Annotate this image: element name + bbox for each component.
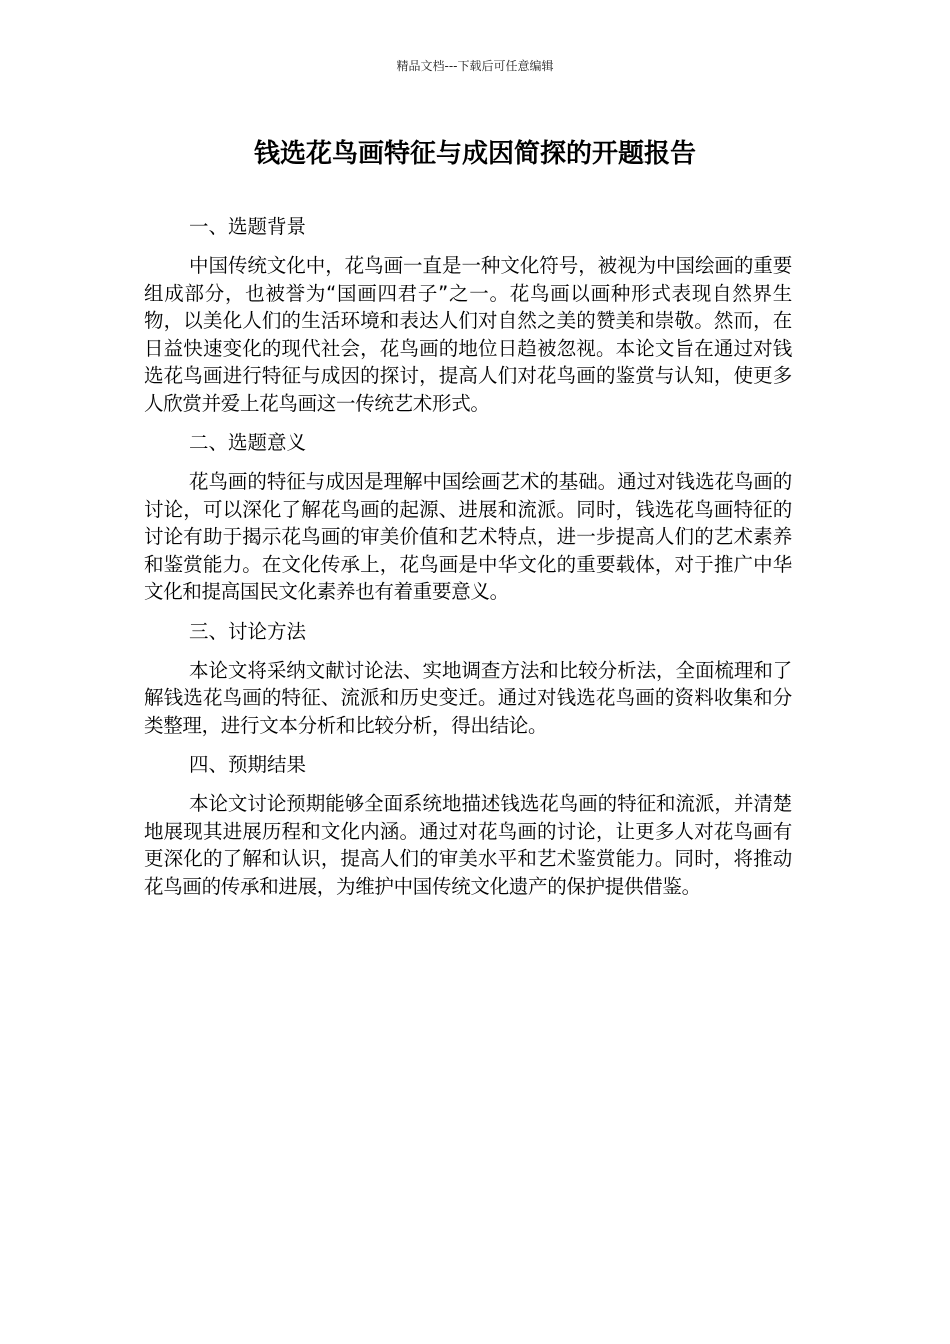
document-body <box>144 212 792 911</box>
section-heading-expected-results: 四、预期结果 <box>189 753 307 776</box>
section-heading-methods: 三、讨论方法 <box>189 619 307 643</box>
page-header-note: 精品文档---下载后可任意编辑 <box>396 59 554 73</box>
section-heading-significance: 二、选题意义 <box>189 431 307 454</box>
section-heading-background: 一、选题背景 <box>189 215 307 238</box>
section-body-background: 中国传统文化中，花鸟画一直是一种文化符号，被视为中国绘画的重要组成部分，也被誉为“国画四君子”之一。花鸟画以画种形式表现自然界生物，以美化人们的生活环境和表达人们对自然之美的赞美和崇敬。然而，在日益快速变化的现代社会，花鸟画的地位日趋被忽视。本论文旨在通过对钱选花鸟画进行特征与成因的探讨，提高人们对花鸟画的鉴赏与认知，使更多人欣赏并爱上花鸟画这一传统艺术形式。 <box>144 254 792 415</box>
section-body-methods: 本论文将采纳文献讨论法、实地调查方法和比较分析法，全面梳理和了解钱选花鸟画的特征、流派和历史变迁。通过对钱选花鸟画的资料收集和分类整理，进行文本分析和比较分析，得出结论。 <box>144 658 792 737</box>
section-body-expected-results: 本论文讨论预期能够全面系统地描述钱选花鸟画的特征和流派，并清楚地展现其进展历程和文化内涵。通过对花鸟画的讨论，让更多人对花鸟画有更深化的了解和认识，提高人们的审美水平和艺术鉴赏能力。同时，将推动花鸟画的传承和进展，为维护中国传统文化遗产的保护提供借鉴。 <box>144 792 792 898</box>
document-title: 钱选花鸟画特征与成因简探的开题报告 <box>253 139 696 169</box>
section-body-significance: 花鸟画的特征与成因是理解中国绘画艺术的基础。通过对钱选花鸟画的讨论，可以深化了解花鸟画的起源、进展和流派。同时，钱选花鸟画特征的讨论有助于揭示花鸟画的审美价值和艺术特点，进一步提高人们的艺术素养和鉴赏能力。在文化传承上，花鸟画是中华文化的重要载体，对于推广中华文化和提高国民文化素养也有着重要意义。 <box>144 470 792 603</box>
